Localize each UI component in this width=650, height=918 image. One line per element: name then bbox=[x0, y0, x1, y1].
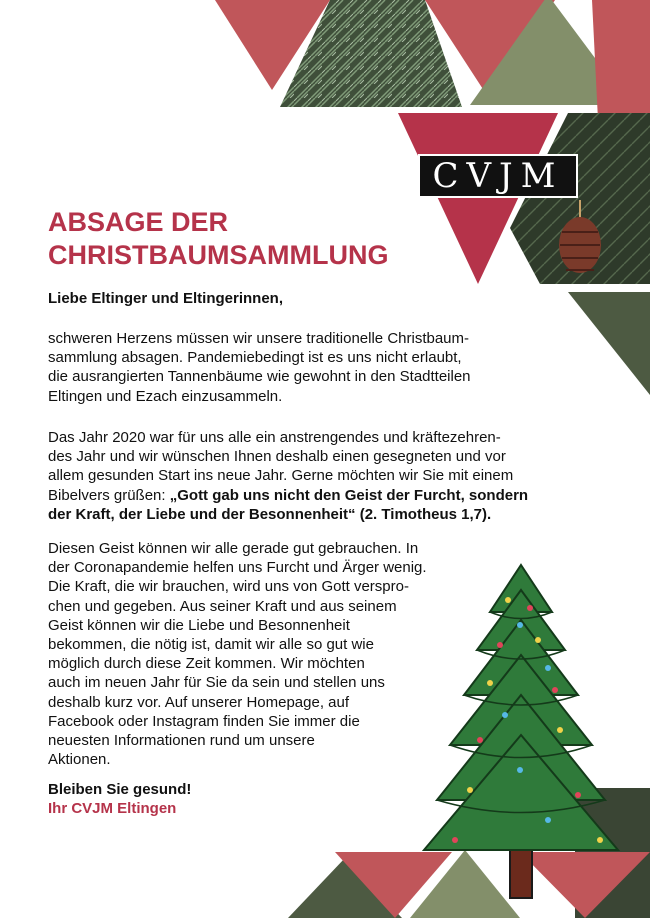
text-line: Das Jahr 2020 war für uns alle ein anstrengendes und kräftezehren- bbox=[48, 429, 501, 446]
bible-verse: „Gott gab uns nicht den Geist der Furcht, sondern bbox=[169, 486, 529, 504]
text-line: Eltingen und Ezach einzusammeln. bbox=[48, 387, 283, 405]
text-line bbox=[48, 505, 528, 524]
signature: Ihr CVJM Eltingen bbox=[48, 800, 177, 818]
title-line-1: ABSAGE DER bbox=[48, 207, 229, 237]
text-line: Diesen Geist können wir alle gerade gut gebrauchen. In bbox=[48, 540, 419, 557]
triangle-darkgreen-right bbox=[568, 292, 650, 395]
closing-line-1: Bleiben Sie gesund! bbox=[48, 781, 192, 798]
text-line: möglich durch diese Zeit kommen. Wir möchten bbox=[48, 655, 365, 673]
text-line: deshalb kurz vor. Auf unserer Homepage, auf bbox=[48, 693, 350, 711]
closing bbox=[48, 780, 191, 818]
cvjm-logo: CVJM bbox=[418, 154, 578, 198]
bible-verse-cont: der Kraft, der Liebe und der Besonnenheit“ (2. Timotheus 1,7). bbox=[48, 505, 492, 523]
greeting: Liebe Eltinger und Eltingerinnen, bbox=[48, 290, 284, 307]
text-line: neuesten Informationen rund um unsere bbox=[48, 732, 315, 750]
text-line: sammlung absagen. Pandemiebedingt ist es uns nicht erlaubt, bbox=[48, 349, 462, 367]
text-line: Geist können wir die Liebe und Besonnenheit bbox=[48, 616, 350, 634]
text-line: der Coronapandemie helfen uns Furcht und Ärger wenig. bbox=[48, 559, 427, 577]
text-line: des Jahr und wir wünschen Ihnen deshalb einen gesegneten und vor bbox=[48, 448, 506, 466]
text-line: auch im neuen Jahr für Sie da sein und stellen uns bbox=[48, 674, 385, 692]
text-line: chen und gegeben. Aus seiner Kraft und aus seinem bbox=[48, 597, 397, 615]
paragraph-3 bbox=[48, 539, 427, 769]
paragraph-2 bbox=[48, 428, 528, 524]
text-line: allem gesunden Start ins neue Jahr. Gerne möchten wir Sie mit einem bbox=[48, 467, 514, 485]
text-line: Die Kraft, die wir brauchen, wird uns von Gott verspro- bbox=[48, 578, 409, 596]
text-line: die ausrangierten Tannenbäume wie gewohnt in den Stadtteilen bbox=[48, 368, 471, 386]
text-plain: Bibelvers grüßen: bbox=[48, 486, 170, 504]
text-line bbox=[48, 486, 528, 505]
text-line: schweren Herzens müssen wir unsere traditionelle Christbaum- bbox=[48, 330, 470, 347]
christmas-tree-illustration bbox=[424, 565, 618, 898]
text-line: Aktionen. bbox=[48, 751, 111, 769]
page-title bbox=[48, 206, 388, 272]
text-line: bekommen, die nötig ist, damit wir alle so gut wie bbox=[48, 636, 374, 654]
paragraph-1 bbox=[48, 329, 471, 406]
title-line-2: CHRISTBAUMSAMMLUNG bbox=[48, 240, 389, 270]
text-line: Facebook oder Instagram finden Sie immer die bbox=[48, 712, 360, 730]
